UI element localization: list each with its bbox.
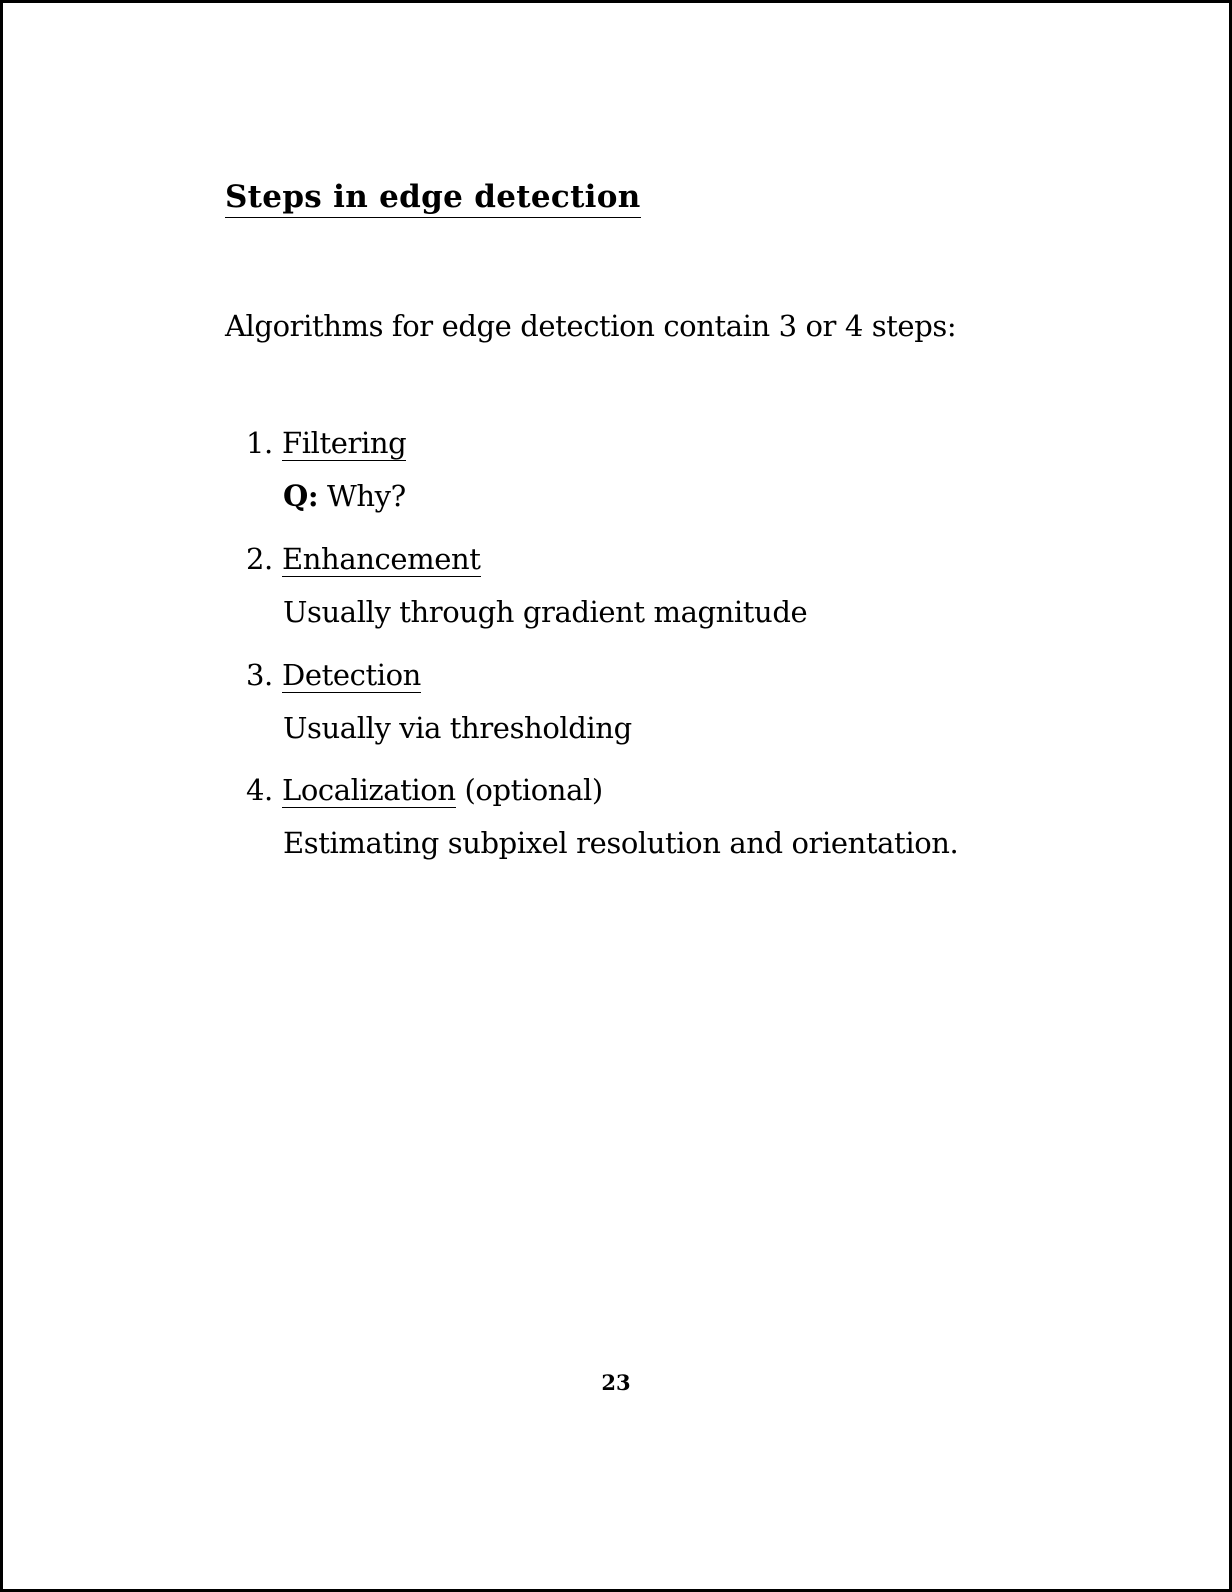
step-name: Localization bbox=[282, 773, 456, 807]
step-detection bbox=[246, 656, 421, 694]
step-detection-note: Usually via thresholding bbox=[283, 711, 632, 745]
step-enhancement bbox=[246, 540, 481, 578]
step-name: Filtering bbox=[282, 426, 407, 460]
step-suffix: (optional) bbox=[464, 773, 603, 807]
step-number: 2. bbox=[246, 542, 273, 576]
intro-text: Algorithms for edge detection contain 3 or 4 steps: bbox=[225, 309, 957, 343]
step-enhancement-note: Usually through gradient magnitude bbox=[283, 595, 808, 629]
step-number: 3. bbox=[246, 658, 273, 692]
step-filtering-note bbox=[283, 477, 406, 515]
step-note-text: Why? bbox=[327, 479, 406, 513]
step-name: Enhancement bbox=[282, 542, 481, 576]
step-number: 1. bbox=[246, 426, 273, 460]
question-label: Q: bbox=[283, 479, 319, 513]
step-localization-note: Estimating subpixel resolution and orientation. bbox=[283, 826, 959, 860]
step-number: 4. bbox=[246, 773, 273, 807]
page-number: 23 bbox=[601, 1370, 631, 1395]
step-filtering bbox=[246, 424, 406, 462]
step-localization bbox=[246, 771, 603, 809]
step-name: Detection bbox=[282, 658, 421, 692]
page-title: Steps in edge detection bbox=[225, 177, 641, 218]
